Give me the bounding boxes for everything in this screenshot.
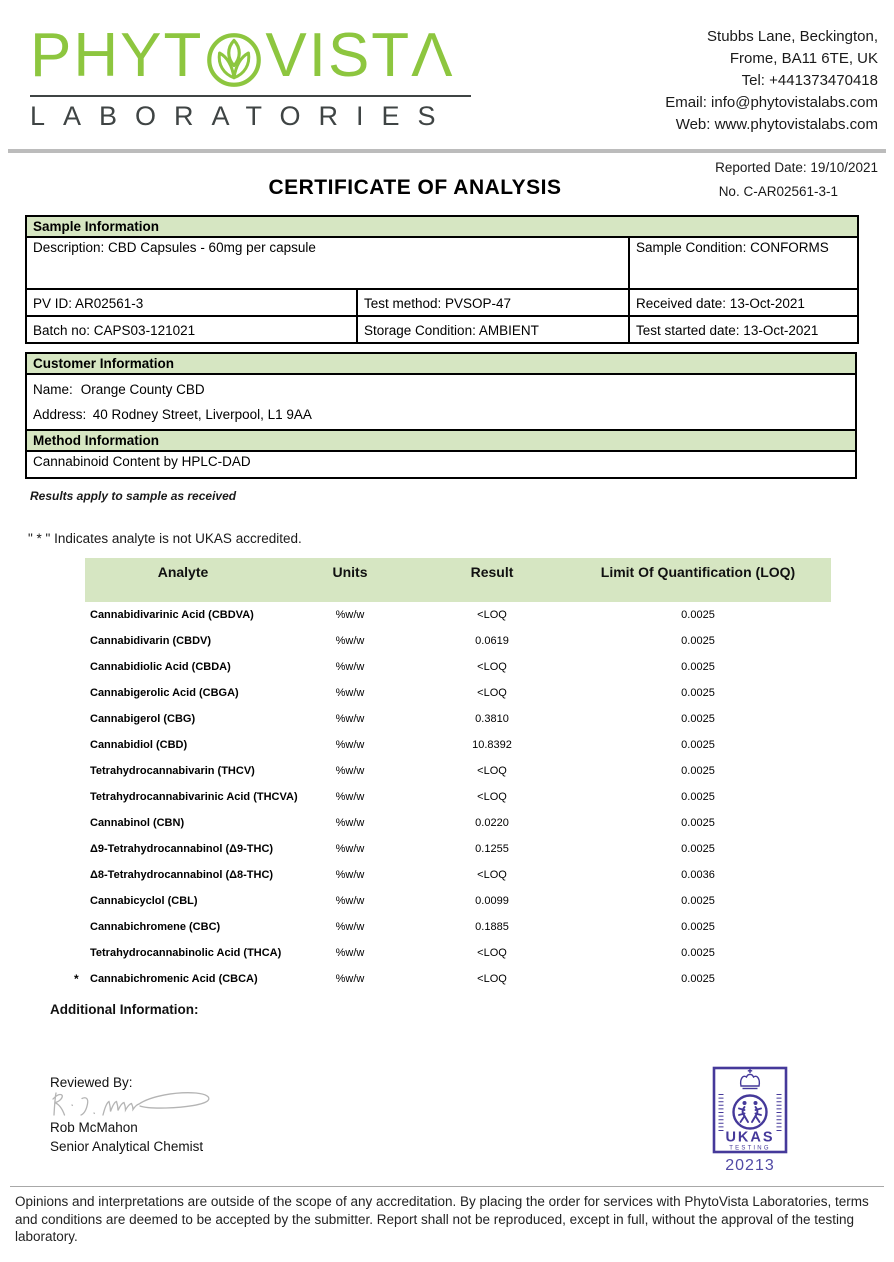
loq-cell: 0.0025 [681,973,715,985]
pv-id-cell: PV ID: AR02561-3 [26,289,357,316]
results-table-header [85,558,831,602]
analyte-name: Cannabicyclol (CBL) [90,895,198,907]
analyte-name: Tetrahydrocannabinolic Acid (THCA) [90,947,282,959]
units-cell: %w/w [335,947,365,959]
customer-address-value: 40 Rodney Street, Liverpool, L1 9AA [92,407,312,422]
leaf-icon [206,30,262,86]
result-cell: 0.1885 [475,921,509,933]
loq-cell: 0.0025 [681,609,715,621]
table-row [85,862,831,888]
result-cell: <LOQ [477,609,507,621]
analyte-name: Cannabichromenic Acid (CBCA) [90,973,258,985]
result-cell: 10.8392 [472,739,512,751]
units-cell: %w/w [335,713,365,725]
reviewed-by-label: Reviewed By: [50,1075,133,1090]
table-row [85,784,831,810]
result-cell: <LOQ [477,869,507,881]
analyte-cell [85,817,281,829]
table-row [85,888,831,914]
storage-condition-cell: Storage Condition: AMBIENT [357,316,629,343]
loq-cell: 0.0025 [681,843,715,855]
results-rows [74,602,831,992]
units-cell: %w/w [335,739,365,751]
loq-cell: 0.0025 [681,895,715,907]
units-cell: %w/w [335,765,365,777]
col-header-loq: Limit Of Quantification (LOQ) [600,564,796,580]
loq-cell: 0.0025 [681,921,715,933]
ukas-number: 20213 [725,1157,775,1174]
analyte-name: Δ8-Tetrahydrocannabinol (Δ8-THC) [90,869,274,881]
loq-cell: 0.0025 [681,713,715,725]
customer-method-table [25,352,857,479]
units-cell: %w/w [335,687,365,699]
units-cell: %w/w [335,661,365,673]
units-cell: %w/w [335,973,365,985]
result-cell: 0.0619 [475,635,509,647]
loq-cell: 0.0025 [681,687,715,699]
analyte-cell [74,972,281,986]
units-cell: %w/w [335,895,365,907]
analyte-name: Cannabichromene (CBC) [90,921,221,933]
col-header-result: Result [470,564,514,580]
method-cell: Cannabinoid Content by HPLC-DAD [26,451,856,478]
loq-cell: 0.0025 [681,661,715,673]
units-cell: %w/w [335,817,365,829]
loq-cell: 0.0025 [681,765,715,777]
analyte-name: Tetrahydrocannabivarin (THCV) [90,765,255,777]
result-cell: <LOQ [477,687,507,699]
reviewer-name: Rob McMahon [50,1120,138,1135]
customer-name-value: Orange County CBD [80,382,205,397]
certificate-number: No. C-AR02561-3-1 [718,184,838,199]
analyte-cell [85,635,281,647]
sample-information-header: Sample Information [26,216,858,237]
table-row [85,914,831,940]
logo-brand-part2: VIST [265,21,412,90]
phytovista-logo [30,18,475,132]
analyte-cell [85,895,281,907]
sample-description-cell: Description: CBD Capsules - 60mg per capsule [26,237,629,289]
result-cell: 0.3810 [475,713,509,725]
table-row [85,940,831,966]
customer-details-cell [26,374,856,430]
table-row [85,706,831,732]
analyte-name: Cannabigerol (CBG) [90,713,196,725]
loq-cell: 0.0025 [681,791,715,803]
analyte-cell [85,687,281,699]
loq-cell: 0.0025 [681,817,715,829]
units-cell: %w/w [335,791,365,803]
contact-email: Email: info@phytovistalabs.com [665,94,878,111]
units-cell: %w/w [335,843,365,855]
logo-brand-part3: Λ [411,21,455,90]
table-row [85,602,831,628]
footer-divider-rule [10,1186,884,1187]
analyte-cell [85,947,281,959]
not-accredited-asterisk: * [74,972,79,986]
logo-divider [30,95,471,97]
method-information-header: Method Information [26,430,856,451]
contact-phone: Tel: +441373470418 [741,72,878,89]
customer-address-label: Address: [33,407,87,422]
loq-cell: 0.0025 [681,947,715,959]
table-row [85,628,831,654]
analyte-name: Cannabidiol (CBD) [90,739,188,751]
analyte-name: Cannabidiolic Acid (CBDA) [90,661,231,673]
col-header-analyte: Analyte [157,564,209,580]
table-row [85,732,831,758]
analyte-name: Cannabigerolic Acid (CBGA) [90,687,239,699]
result-cell: <LOQ [477,947,507,959]
analyte-cell [85,713,281,725]
analyte-cell [85,869,281,881]
analyte-name: Cannabidivarin (CBDV) [90,635,212,647]
result-cell: 0.1255 [475,843,509,855]
units-cell: %w/w [335,635,365,647]
analyte-cell [85,739,281,751]
col-header-units: Units [332,564,368,580]
units-cell: %w/w [335,869,365,881]
customer-information-header: Customer Information [26,353,856,374]
footer-disclaimer: Opinions and interpretations are outside of the scope of any accreditation. By placing the order for services with PhytoVista Laboratories, terms and conditions are deemed to be accepted by the submitter. Report shall not be reproduced, except in full, without the approval of the testing laboratory. [15,1194,869,1244]
sample-information-table [25,215,859,344]
results-table [74,558,831,992]
result-cell: <LOQ [477,973,507,985]
table-row [85,758,831,784]
contact-address-line2: Frome, BA11 6TE, UK [729,50,878,67]
contact-web: Web: www.phytovistalabs.com [675,116,878,133]
units-cell: %w/w [335,609,365,621]
ukas-name: UKAS [725,1129,775,1146]
reviewer-title: Senior Analytical Chemist [50,1139,204,1154]
sample-condition-cell: Sample Condition: CONFORMS [629,237,858,289]
ukas-accreditation-mark [712,1066,788,1183]
analyte-name: Tetrahydrocannabivarinic Acid (THCVA) [90,791,298,803]
additional-information-label: Additional Information: [50,1002,199,1017]
analyte-cell [85,791,298,803]
reported-date: Reported Date: 19/10/2021 [715,160,878,175]
analyte-cell [85,609,281,621]
table-row [85,810,831,836]
loq-cell: 0.0036 [681,869,715,881]
logo-brand-part1: PHYT [30,21,204,90]
analyte-cell [85,843,281,855]
analyte-name: Δ9-Tetrahydrocannabinol (Δ9-THC) [90,843,274,855]
result-cell: 0.0220 [475,817,509,829]
contact-address-line1: Stubbs Lane, Beckington, [707,28,878,45]
received-date-cell: Received date: 13-Oct-2021 [629,289,858,316]
result-cell: 0.0099 [475,895,509,907]
analyte-name: Cannabinol (CBN) [90,817,185,829]
table-row [85,680,831,706]
test-started-date-cell: Test started date: 13-Oct-2021 [629,316,858,343]
page-title: CERTIFICATE OF ANALYSIS [268,176,562,199]
table-row [74,966,831,992]
results-apply-note: Results apply to sample as received [30,489,237,503]
logo-subtitle: LABORATORIES [30,101,454,131]
result-cell: <LOQ [477,791,507,803]
loq-cell: 0.0025 [681,635,715,647]
result-cell: <LOQ [477,661,507,673]
analyte-cell [85,765,281,777]
lab-contact-block [665,26,878,136]
analyte-name: Cannabidivarinic Acid (CBDVA) [90,609,254,621]
result-cell: <LOQ [477,765,507,777]
accreditation-note: " * " Indicates analyte is not UKAS accredited. [28,531,302,546]
units-cell: %w/w [335,921,365,933]
batch-no-cell: Batch no: CAPS03-121021 [26,316,357,343]
table-row [85,836,831,862]
info-tables [25,215,857,479]
test-method-cell: Test method: PVSOP-47 [357,289,629,316]
table-gap [25,344,857,352]
logo-brand-text [30,18,475,94]
analyte-cell [85,661,281,673]
customer-name-label: Name: [33,382,73,397]
loq-cell: 0.0025 [681,739,715,751]
analyte-cell [85,921,281,933]
header-divider-rule [8,149,886,153]
table-row [85,654,831,680]
ukas-type: TESTING [729,1145,771,1152]
